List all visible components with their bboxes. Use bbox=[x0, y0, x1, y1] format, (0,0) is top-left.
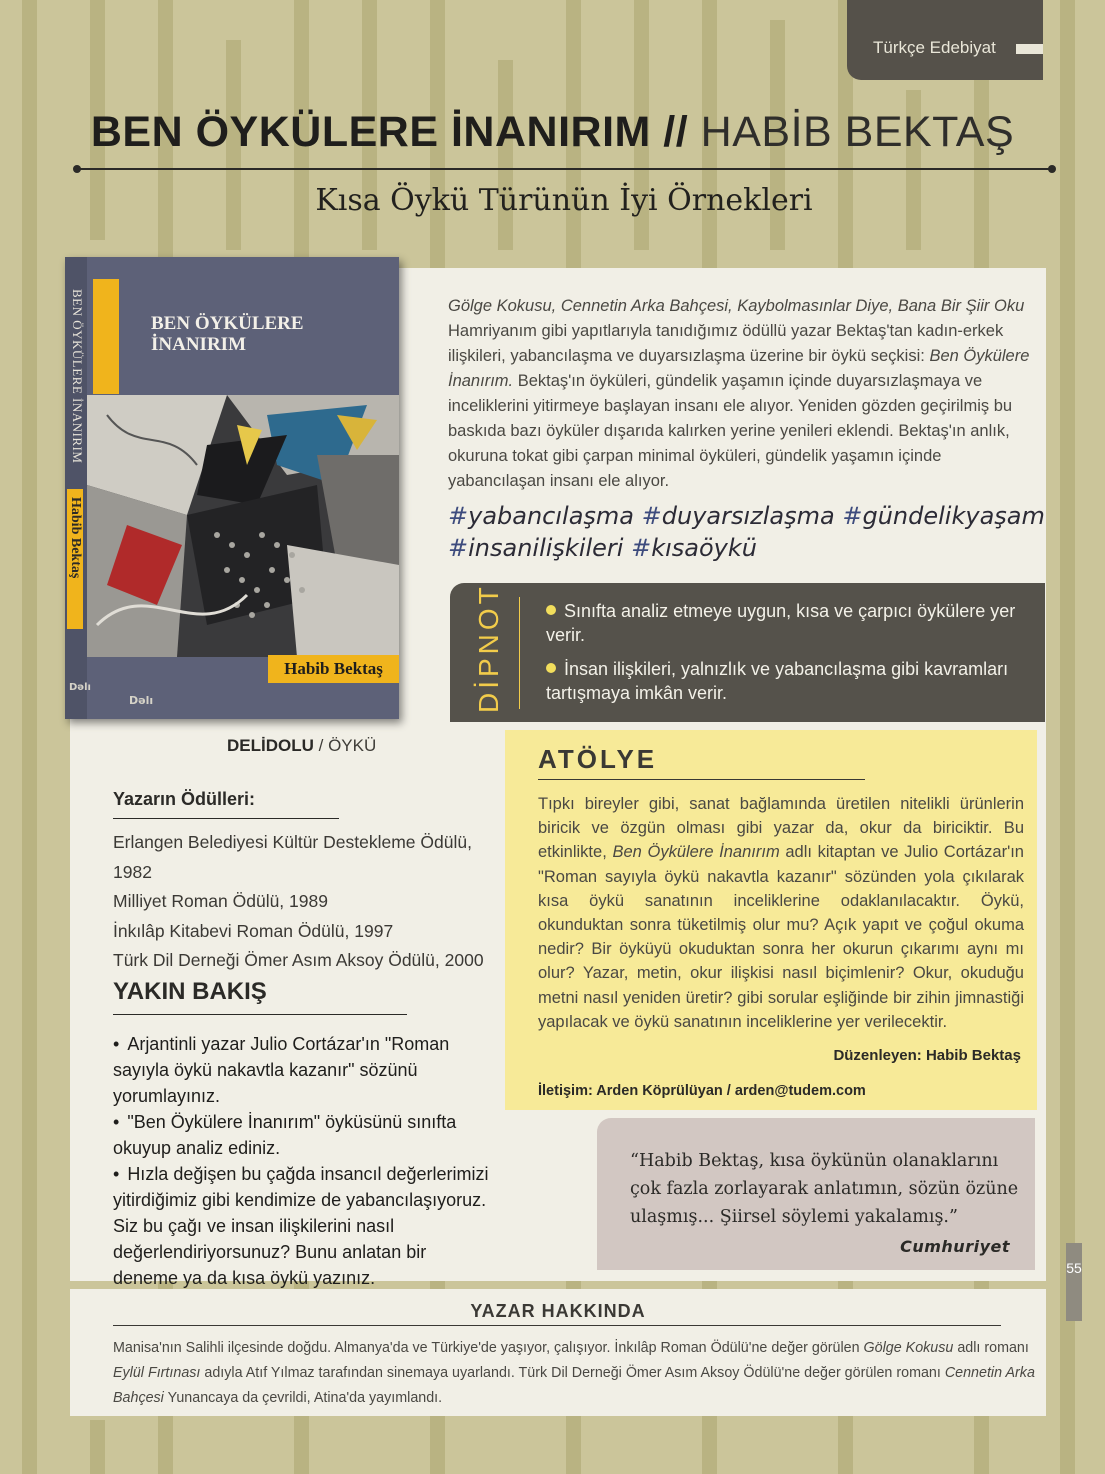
about-text-1: Manisa'nın Salihli ilçesinde doğdu. Almanya'da ve Türkiye'de yaşıyor, çalışıyor. İnkılâp Roman Ödülü'ne değer görülen bbox=[113, 1340, 864, 1356]
review-quote bbox=[597, 1118, 1035, 1270]
atolye-heading: ATÖLYE bbox=[538, 744, 658, 774]
book-cover-title bbox=[151, 313, 304, 355]
publisher-name: DELİDOLU bbox=[227, 736, 314, 755]
page-title bbox=[0, 108, 1105, 157]
intro-paragraph bbox=[448, 294, 1038, 494]
dipnot-list bbox=[546, 599, 1026, 715]
bullet-dot-icon bbox=[546, 605, 556, 615]
about-rule bbox=[113, 1325, 1001, 1326]
book-spine-title: BEN ÖYKÜLERE İNANIRIM bbox=[70, 289, 85, 464]
atolye-editor: Düzenleyen: Habib Bektaş bbox=[833, 1047, 1021, 1064]
about-italic-3: Cennetin Arka Bahçesi bbox=[113, 1365, 1035, 1406]
about-text-3: adıyla Atıf Yılmaz tarafından sinemaya uyarlandı. Türk Dil Derneği Ömer Asım Aksoy Ödülü'ne değer görülen romanı bbox=[200, 1365, 945, 1381]
title-rule bbox=[76, 168, 1053, 170]
list-item bbox=[546, 599, 1026, 647]
quote-text: “Habib Bektaş, kısa öykünün olanaklarını çok fazla zorlayarak anlatımın, sözün özüne ulaşmış... Şiirsel söylemi yakalamış.” bbox=[630, 1151, 1019, 1227]
hashtags: #yabancılaşma #duyarsızlaşma #gündelikyaşam #insanilişkileri #kısaöykü bbox=[448, 502, 1045, 562]
book-cover-title-line1: BEN ÖYKÜLERE bbox=[151, 313, 304, 334]
intro-italic-title: Ben Öykülere İnanırım. bbox=[448, 347, 1030, 390]
about-italic-2: Eylül Fırtınası bbox=[113, 1365, 201, 1381]
hashtag: kısaöykü bbox=[651, 534, 757, 562]
list-item: İnkılâp Kitabevi Roman Ödülü, 1997 bbox=[113, 920, 394, 941]
publisher-line: DELİDOLU / ÖYKÜ bbox=[227, 736, 377, 755]
publisher-logo-spine: Dəlı bbox=[69, 682, 91, 693]
section-tab-mark bbox=[1016, 44, 1043, 54]
hashtag: duyarsızlaşma bbox=[661, 502, 835, 530]
page-subtitle: Kısa Öykü Türünün İyi Örnekleri bbox=[315, 183, 813, 218]
yakin-bakis-rule bbox=[113, 1014, 407, 1015]
book-cover-title-line2: İNANIRIM bbox=[151, 334, 246, 355]
atolye-rule bbox=[538, 779, 865, 780]
yakin-bakis-list bbox=[113, 1031, 493, 1291]
book-cover-artwork bbox=[87, 395, 399, 657]
dipnot-item-text: İnsan ilişkileri, yalnızlık ve yabancılaşma gibi kavramları tartışmaya imkân verir. bbox=[546, 659, 1009, 703]
atolye-contact: İletişim: Arden Köprülüyan / arden@tudem.com bbox=[538, 1083, 866, 1099]
publisher-logo: Dəlı bbox=[129, 694, 154, 707]
hashtag: insanilişkileri bbox=[468, 534, 624, 562]
atolye-box bbox=[505, 730, 1037, 1110]
title-author: HABİB BEKTAŞ bbox=[700, 108, 1015, 156]
book-title: BEN ÖYKÜLERE İNANIRIM bbox=[90, 108, 651, 156]
atolye-text-1: Tıpkı bireyler gibi, sanat bağlamında üretilen nitelikli ürünlerin biricik ve özgün olması gibi yazar da, okur da biriciktir. Bu etkinlikte, bbox=[538, 795, 1024, 862]
list-item: • "Ben Öykülere İnanırım" öyküsünü sınıfta okuyup analiz ediniz. bbox=[113, 1109, 493, 1161]
hashtag: gündelikyaşam bbox=[862, 502, 1045, 530]
dipnot-divider bbox=[519, 597, 520, 709]
about-text-4: Yunancaya da çevrildi, Atina'da yayımlandı. bbox=[163, 1390, 443, 1406]
about-body bbox=[113, 1336, 1043, 1411]
awards-rule bbox=[113, 818, 339, 819]
page-number: 55 bbox=[1066, 1243, 1082, 1321]
intro-italic-works: Gölge Kokusu, Cennetin Arka Bahçesi, Kaybolmasınlar Diye, Bana Bir Şiir Oku bbox=[448, 297, 1025, 315]
author-about-box bbox=[70, 1289, 1046, 1416]
yakin-bakis-heading: YAKIN BAKIŞ bbox=[113, 978, 267, 1005]
book-spine-author: Habib Bektaş bbox=[67, 489, 83, 629]
list-item: Türk Dil Derneği Ömer Asım Aksoy Ödülü, 2000 bbox=[113, 950, 484, 970]
dipnot-item-text: Sınıfta analiz etmeye uygun, kısa ve çarpıcı öykülere yer verir. bbox=[546, 601, 1016, 645]
about-italic-1: Gölge Kokusu bbox=[863, 1340, 954, 1356]
intro-text-2: Bektaş'ın öyküleri, gündelik yaşamın içinde duyarsızlaşmaya ve inceliklerini yitirmeye başlayan insanı ele alıyor. Yeniden gözden geçirilmiş bu baskıda bazı öyküler dışarıda kalırken yerine yenileri eklendi. Bektaş'ın anlık, okuruna tokat gibi çarpan minimal öyküleri, gündelik yaşamın içinde yabancılaşan insanı ele alıyor. bbox=[448, 372, 1013, 490]
section-tab bbox=[847, 0, 1043, 80]
quote-source: Cumhuriyet bbox=[900, 1237, 1010, 1256]
list-item: • Hızla değişen bu çağda insancıl değerlerimizi yitirdiğimiz gibi kendimize de yabancılaşıyoruz. Siz bu çağı ve insan ilişkilerini nasıl değerlendiriyorsunuz? Bunu anlatan bir deneme ya da kısa öykü yazınız. bbox=[113, 1161, 493, 1291]
dipnot-box bbox=[450, 583, 1045, 722]
list-item bbox=[546, 657, 1026, 705]
hashtag: yabancılaşma bbox=[468, 502, 634, 530]
about-text-2: adlı romanı bbox=[953, 1340, 1029, 1356]
bullet-dot-icon bbox=[546, 663, 556, 673]
book-cover-accent-bar bbox=[93, 279, 119, 394]
atolye-text-2: adlı kitaptan ve Julio Cortázar'ın "Roman sayıyla öykü nakavtla kazanır" sözünden yola çıkılarak kısa öykü sanatının inceliklerine odaklanılacaktır. Öykü, okunduktan sonra tüketilmiş olur mu? Açık yapıt ve çoğul okuma nedir? Bir öyküyü okuduktan sonra her okurun çıkarımı aynı mı olur? Yazar, metin, okur ilişkisi nasıl biçimlenir? Okur, okuduğu metni nasıl yeniden üretir? gibi sorular eşliğinde bir zihin jimnastiği yapılacak ve öykü sanatının inceliklerine yer verilecektir. bbox=[538, 843, 1024, 1031]
atolye-italic-title: Ben Öykülere İnanırım bbox=[612, 843, 780, 862]
title-separator: // bbox=[663, 108, 689, 156]
about-heading: YAZAR HAKKINDA bbox=[470, 1301, 646, 1321]
list-item: Erlangen Belediyesi Kültür Destekleme Ödülü, 1982 bbox=[113, 832, 472, 882]
book-cover-author: Habib Bektaş bbox=[268, 655, 399, 683]
list-item: Milliyet Roman Ödülü, 1989 bbox=[113, 891, 328, 911]
publisher-genre: ÖYKÜ bbox=[328, 736, 377, 755]
section-tab-label: Türkçe Edebiyat bbox=[873, 38, 996, 57]
dipnot-label: DİPNOT bbox=[473, 583, 504, 713]
awards-list bbox=[113, 828, 513, 976]
awards-heading: Yazarın Ödülleri: bbox=[113, 789, 256, 809]
atolye-body bbox=[538, 792, 1024, 1034]
book-cover bbox=[65, 257, 399, 719]
list-item: • Arjantinli yazar Julio Cortázar'ın "Roman sayıyla öykü nakavtla kazanır" sözünü yorumlayınız. bbox=[113, 1031, 493, 1109]
intro-text-1: Hamriyanım gibi yapıtlarıyla tanıdığımız ödüllü yazar Bektaş'tan kadın-erkek ilişkileri, yabancılaşma ve duyarsızlaşma üzerine bir öykü seçkisi: bbox=[448, 322, 1004, 365]
